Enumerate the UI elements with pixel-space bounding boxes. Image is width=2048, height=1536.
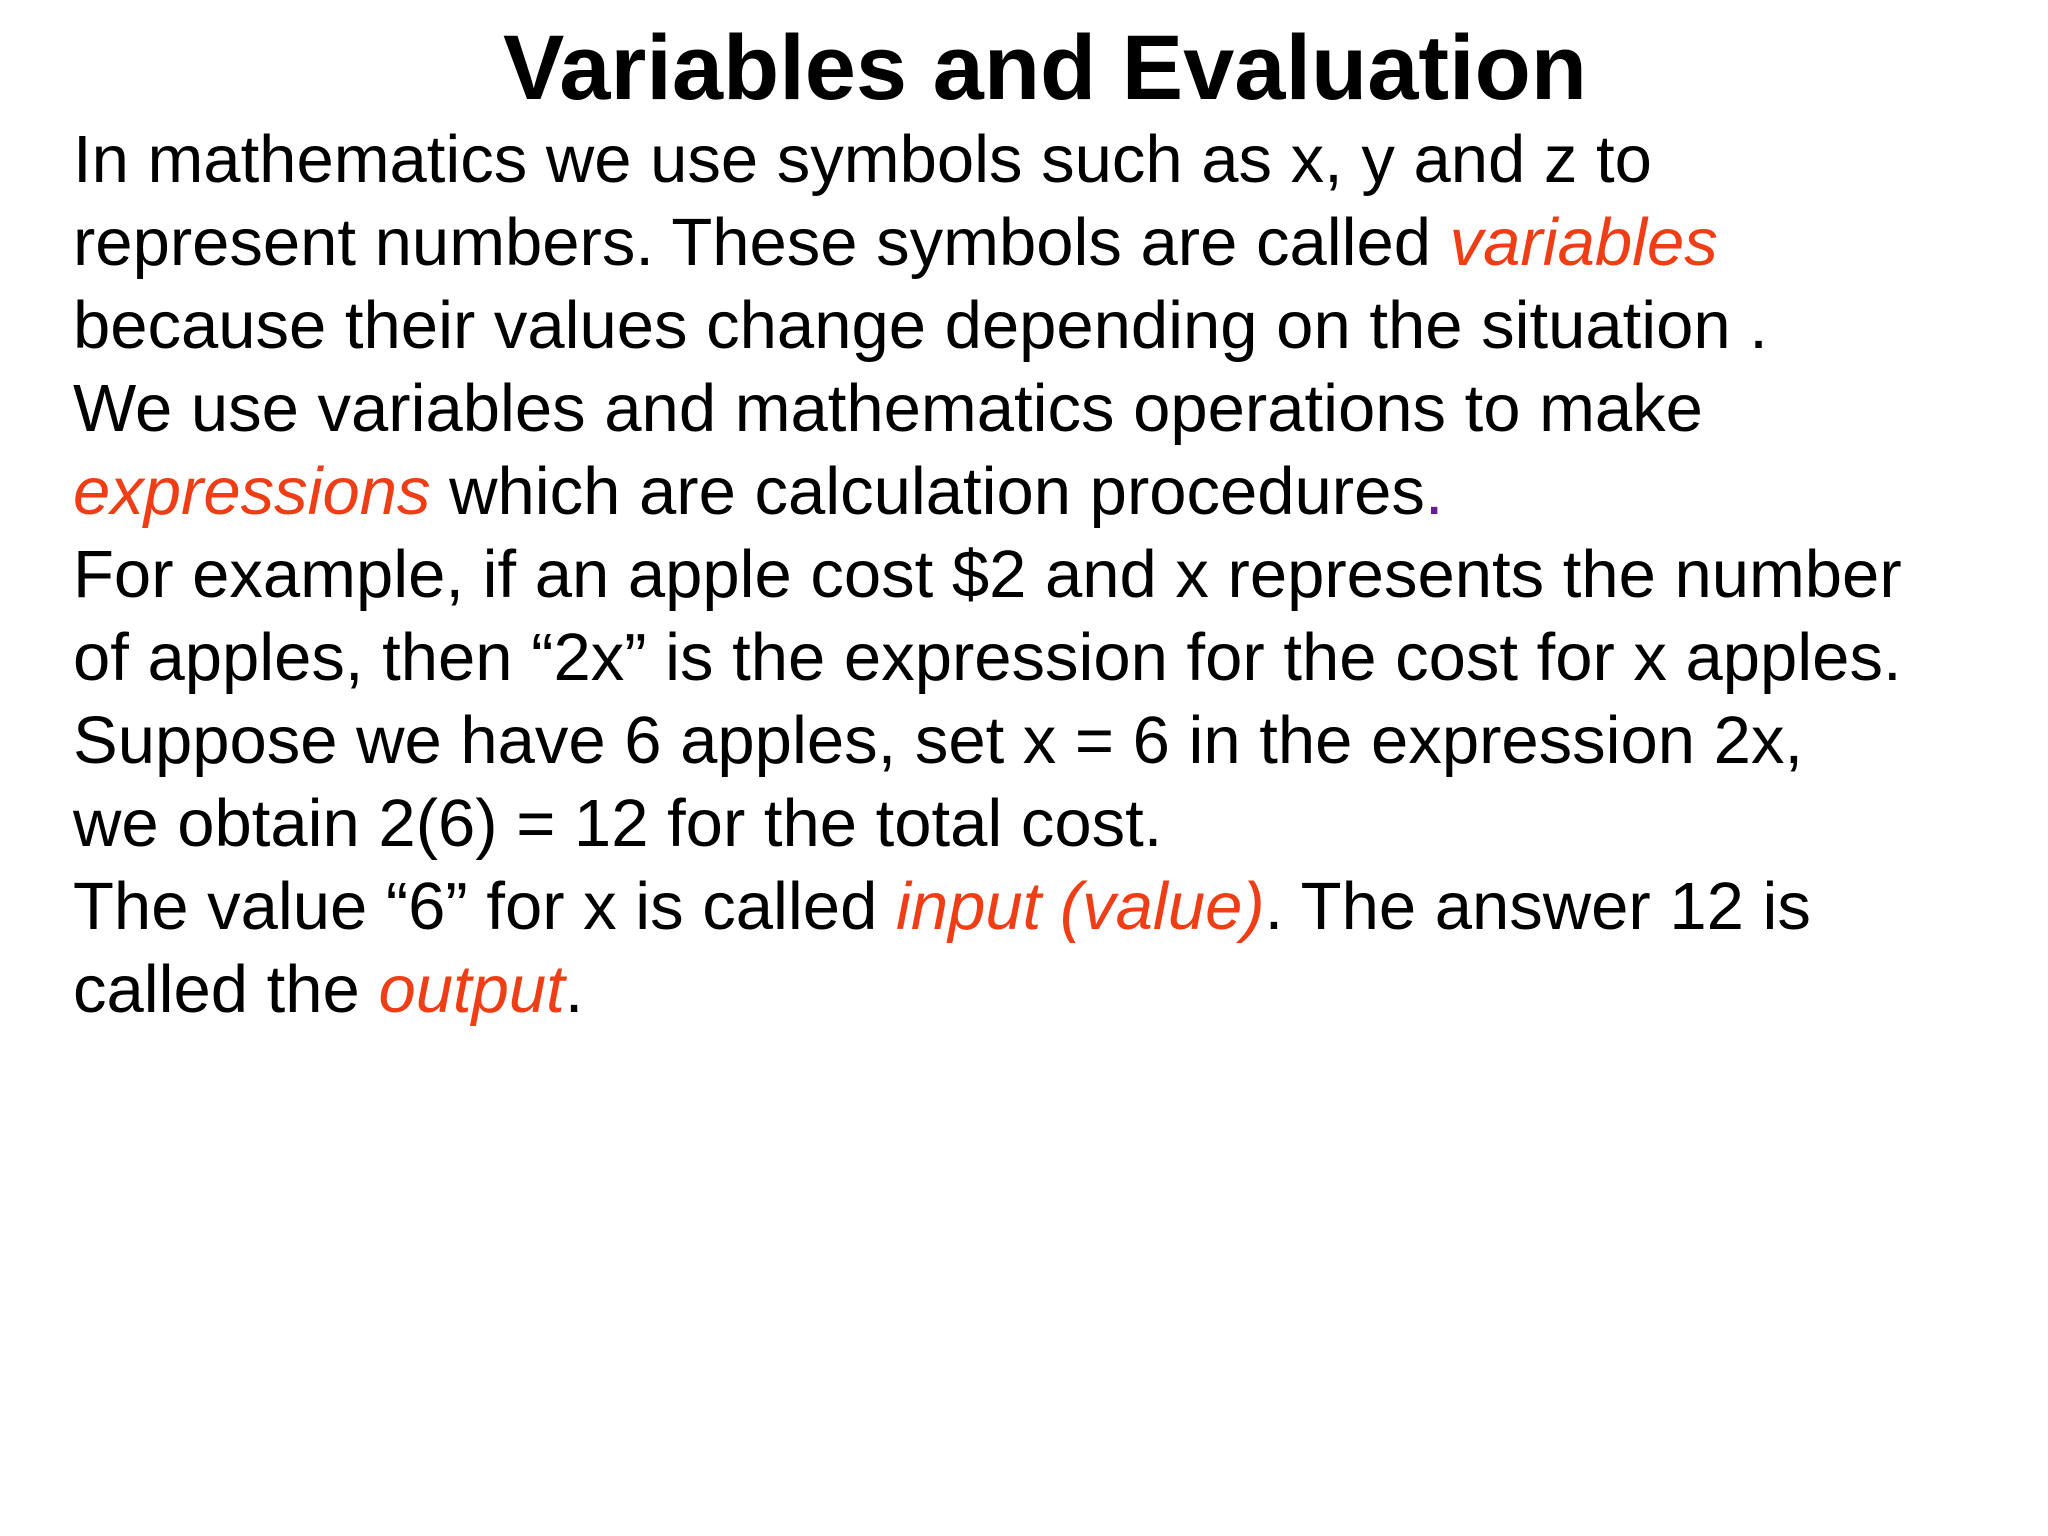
line-text: we obtain 2(6) = 12 for the total cost. bbox=[73, 786, 1163, 861]
body-line-7 bbox=[73, 616, 2033, 699]
line-text: which are calculation procedures bbox=[430, 454, 1425, 529]
term-input-value: input (value) bbox=[895, 869, 1265, 944]
line-text: For example, if an apple cost $2 and x represents the number bbox=[73, 537, 1902, 612]
term-variables: variables bbox=[1449, 205, 1718, 280]
body-line-2 bbox=[73, 201, 2033, 284]
term-expressions: expressions bbox=[73, 454, 431, 529]
body-line-5 bbox=[73, 450, 2033, 533]
body-line-3 bbox=[73, 284, 2033, 367]
body-line-11 bbox=[73, 948, 2033, 1031]
body-line-4 bbox=[73, 367, 2033, 450]
line-text: called the bbox=[73, 952, 379, 1027]
body-line-10 bbox=[73, 865, 2033, 948]
body-line-1 bbox=[73, 118, 2033, 201]
term-output: output bbox=[378, 952, 565, 1027]
line-text: The value “6” for x is called bbox=[73, 869, 896, 944]
line-text: In mathematics we use symbols such as x, y and z to bbox=[73, 122, 1652, 197]
line-text: of apples, then “2x” is the expression for the cost for x apples. bbox=[73, 620, 1902, 695]
slide-body bbox=[73, 118, 2033, 1031]
body-line-9 bbox=[73, 782, 2033, 865]
body-line-8 bbox=[73, 699, 2033, 782]
line-period: . bbox=[1424, 454, 1444, 529]
line-text: because their values change depending on the situation . bbox=[73, 288, 1768, 363]
line-text: . The answer 12 is bbox=[1264, 869, 1811, 944]
line-text: Suppose we have 6 apples, set x = 6 in the expression 2x, bbox=[73, 703, 1804, 778]
line-text: represent numbers. These symbols are called bbox=[73, 205, 1450, 280]
line-text: . bbox=[564, 952, 584, 1027]
body-line-6 bbox=[73, 533, 2033, 616]
line-text: We use variables and mathematics operations to make bbox=[73, 371, 1703, 446]
slide-title: Variables and Evaluation bbox=[503, 17, 1587, 119]
